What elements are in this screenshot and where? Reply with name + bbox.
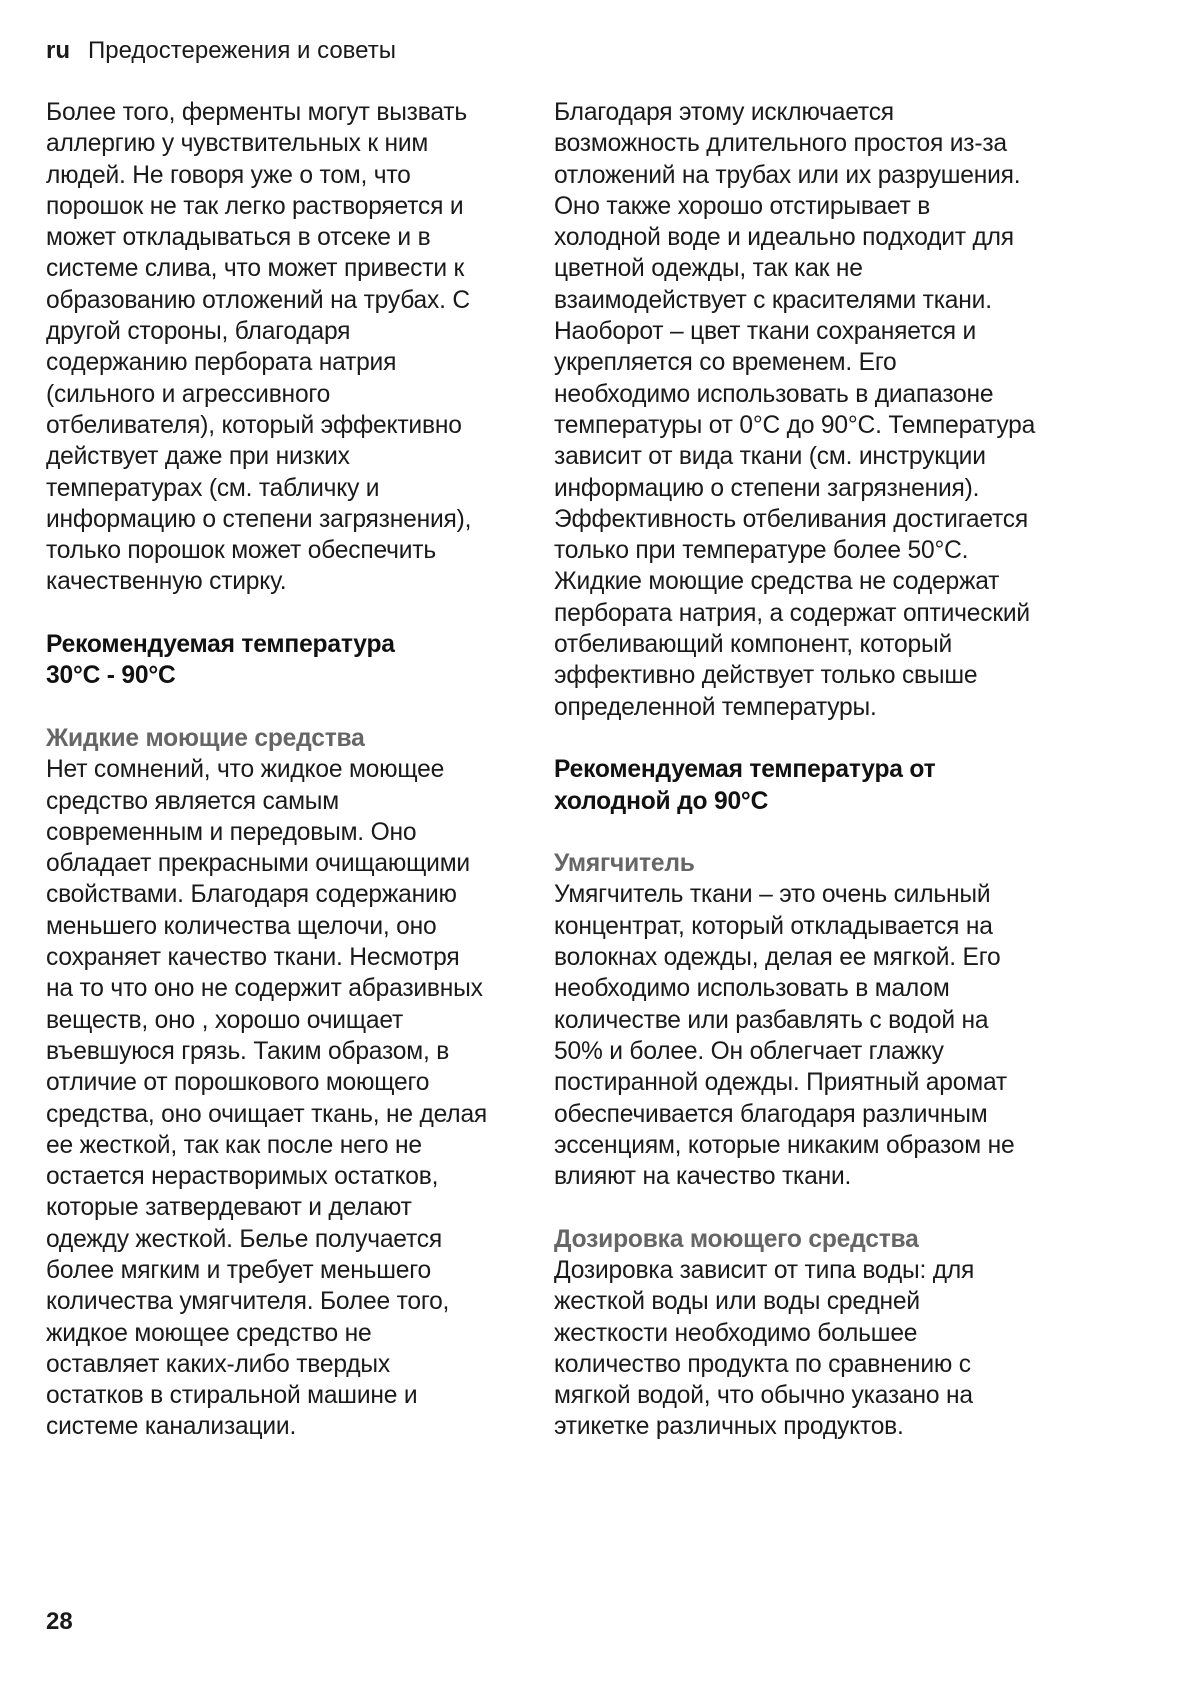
text-line: Рекомендуемая температура	[46, 631, 395, 659]
text-line: системе канализации.	[46, 1413, 297, 1441]
powder-paragraph	[46, 97, 566, 598]
text-line: пербората натрия, а содержат оптический	[554, 599, 1030, 627]
text-line: жесткой воды или воды средней	[554, 1288, 920, 1316]
text-line: Жидкие моющие средства не содержат	[554, 568, 1000, 596]
text-line: температуры от 0°C до 90°C. Температура	[554, 411, 1036, 439]
text-line: содержанию пербората натрия	[46, 349, 397, 377]
text-line: людей. Не говоря уже о том, что	[46, 161, 411, 189]
softener-paragraph	[554, 879, 1114, 1192]
liquid-temp-heading	[554, 754, 1114, 817]
page-number: 28	[46, 1608, 73, 1635]
text-line: взаимодействует с красителями ткани.	[554, 286, 992, 314]
text-line: образованию отложений на трубах. С	[46, 286, 470, 314]
text-line: въевшуюся грязь. Таким образом, в	[46, 1037, 450, 1065]
text-line: мягкой водой, что обычно указано на	[554, 1382, 973, 1410]
text-line: этикетке различных продуктов.	[554, 1413, 904, 1441]
text-line: количество продукта по сравнению с	[554, 1350, 971, 1378]
text-line: остатков в стиральной машине и	[46, 1382, 418, 1410]
text-line: обеспечивается благодаря различным	[554, 1100, 988, 1128]
text-line: необходимо использовать в диапазоне	[554, 380, 994, 408]
text-line: остается нерастворимых остатков,	[46, 1163, 439, 1191]
text-line: отложений на трубах или их разрушения.	[554, 161, 1021, 189]
text-line: необходимо использовать в малом	[554, 975, 950, 1003]
text-line: современным и передовым. Оно	[46, 818, 417, 846]
text-line: Нет сомнений, что жидкое моющее	[46, 756, 445, 784]
text-line: температурах (см. табличку и	[46, 474, 380, 502]
text-line: оставляет каких-либо твердых	[46, 1350, 390, 1378]
text-line: 50% и более. Он облегчает глажку	[554, 1037, 944, 1065]
text-line: влияют на качество ткани.	[554, 1163, 852, 1191]
text-line: волокнах одежды, делая ее мягкой. Его	[554, 944, 1001, 972]
text-line: (сильного и агрессивного	[46, 380, 331, 408]
text-line: Благодаря этому исключается	[554, 99, 894, 126]
text-line: Наоборот – цвет ткани сохраняется и	[554, 318, 977, 346]
text-line: зависит от вида ткани (см. инструкции	[554, 443, 986, 471]
text-line: эффективно действует только свыше	[554, 662, 978, 690]
text-line: Дозировка зависит от типа воды: для	[554, 1256, 975, 1284]
text-line: сохраняет качество ткани. Несмотря	[46, 944, 460, 972]
text-line: Оно также хорошо отстирывает в	[554, 192, 931, 220]
text-line: определенной температуры.	[554, 693, 877, 721]
text-line: средство является самым	[46, 787, 339, 815]
text-line: другой стороны, благодаря	[46, 318, 351, 346]
text-line: эссенциям, которые никаким образом не	[554, 1131, 1015, 1159]
text-line: Более того, ферменты могут вызвать	[46, 99, 467, 126]
text-line: веществ, оно , хорошо очищает	[46, 1006, 404, 1034]
text-line: жесткости необходимо большее	[554, 1319, 918, 1347]
right-column	[554, 97, 1114, 1443]
left-column	[46, 97, 566, 1443]
text-line: постиранной одежды. Приятный аромат	[554, 1069, 1007, 1097]
text-line: на то что оно не содержит абразивных	[46, 975, 483, 1003]
text-line: более мягким и требует меньшего	[46, 1256, 431, 1284]
softener-heading: Умягчитель	[554, 850, 695, 878]
text-line: возможность длительного простоя из-за	[554, 130, 1007, 158]
text-line: аллергию у чувствительных к ним	[46, 130, 429, 158]
text-line: отличие от порошкового моющего	[46, 1069, 430, 1097]
liquid-detergents-paragraph	[46, 754, 566, 1443]
powder-temp-heading	[46, 629, 566, 692]
text-line: только порошок может обеспечить	[46, 537, 436, 565]
text-line: цветной одежды, так как не	[554, 255, 863, 283]
text-line: Эффективность отбеливания достигается	[554, 505, 1028, 533]
dosage-paragraph	[554, 1255, 1114, 1443]
text-line: Умягчитель ткани – это очень сильный	[554, 881, 991, 909]
text-line: только при температуре более 50°C.	[554, 537, 969, 565]
liquid-detergents-heading: Жидкие моющие средства	[46, 724, 365, 752]
text-line: 30°C - 90°C	[46, 662, 176, 690]
text-line: холодной до 90°C	[554, 787, 769, 815]
text-line: действует даже при низких	[46, 443, 350, 471]
text-line: средства, оно очищает ткань, не делая	[46, 1100, 488, 1128]
liquid-continued-paragraph	[554, 97, 1114, 723]
text-line: отбеливающий компонент, который	[554, 631, 953, 659]
language-code: ru	[46, 37, 70, 64]
text-line: системе слива, что может привести к	[46, 255, 465, 283]
dosage-heading: Дозировка моющего средства	[554, 1225, 919, 1253]
text-line: количества умягчителя. Более того,	[46, 1288, 450, 1316]
text-line: концентрат, который откладывается на	[554, 912, 993, 940]
text-line: холодной воде и идеально подходит для	[554, 224, 1014, 252]
text-line: качественную стирку.	[46, 568, 287, 596]
text-line: может откладываться в отсеке и в	[46, 224, 431, 252]
text-line: порошок не так легко растворяется и	[46, 192, 464, 220]
text-line: которые затвердевают и делают	[46, 1194, 412, 1222]
text-line: отбеливателя), который эффективно	[46, 411, 462, 439]
text-line: ее жесткой, так как после него не	[46, 1131, 422, 1159]
page-header	[46, 36, 396, 66]
text-line: информацию о степени загрязнения),	[46, 505, 472, 533]
text-line: информацию о степени загрязнения).	[554, 474, 980, 502]
text-line: количестве или разбавлять с водой на	[554, 1006, 989, 1034]
text-line: одежду жесткой. Белье получается	[46, 1225, 442, 1253]
text-line: меньшего количества щелочи, оно	[46, 912, 437, 940]
text-line: жидкое моющее средство не	[46, 1319, 372, 1347]
text-line: Рекомендуемая температура от	[554, 756, 936, 784]
text-line: обладает прекрасными очищающими	[46, 850, 470, 878]
text-line: укрепляется со временем. Его	[554, 349, 897, 377]
section-title: Предостережения и советы	[88, 37, 396, 64]
text-line: свойствами. Благодаря содержанию	[46, 881, 457, 909]
